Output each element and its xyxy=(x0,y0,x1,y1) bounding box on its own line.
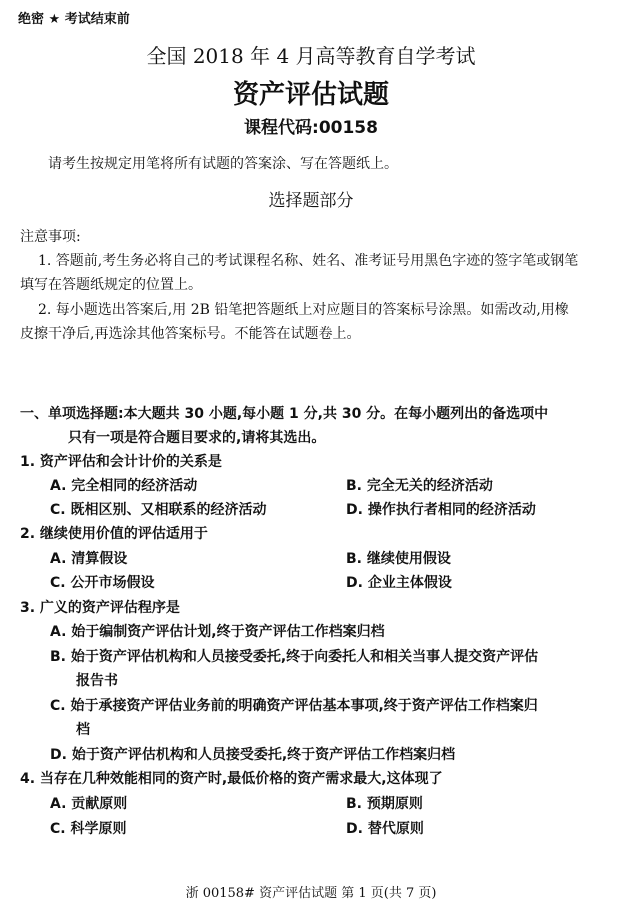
note-1-line-1: 1. 答题前,考生务必将自己的考试课程名称、姓名、准考证号用黑色字迹的签字笔或钢笔 xyxy=(38,253,579,269)
question-1-option-a: A. 完全相同的经济活动 xyxy=(50,478,198,494)
subject-title: 资产评估试题 xyxy=(232,80,389,110)
question-2-option-a: A. 清算假设 xyxy=(50,551,128,567)
question-1-stem: 1. 资产评估和会计计价的关系是 xyxy=(20,454,222,470)
question-1-option-b: B. 完全无关的经济活动 xyxy=(346,478,493,494)
confidential-label: 绝密 ★ 考试结束前 xyxy=(18,12,130,27)
question-3-option-b: B. 始于资产评估机构和人员接受委托,终于向委托人和相关当事人提交资产评估 xyxy=(50,649,539,665)
question-2-option-d: D. 企业主体假设 xyxy=(346,575,452,591)
note-2-line-1: 2. 每小题选出答案后,用 2B 铅笔把答题纸上对应题目的答案标号涂黑。如需改动,用橡 xyxy=(38,302,569,318)
question-4-option-b: B. 预期原则 xyxy=(346,796,423,812)
question-4-option-c: C. 科学原则 xyxy=(50,821,127,837)
note-2-line-2: 皮擦干净后,再选涂其他答案标号。不能答在试题卷上。 xyxy=(20,326,361,342)
question-1-option-c: C. 既相区别、又相联系的经济活动 xyxy=(50,502,267,518)
question-3-option-c: C. 始于承接资产评估业务前的明确资产评估基本事项,终于资产评估工作档案归 xyxy=(50,698,538,714)
answer-instruction: 请考生按规定用笔将所有试题的答案涂、写在答题纸上。 xyxy=(48,156,398,172)
part-1-heading-line-2: 只有一项是符合题目要求的,请将其选出。 xyxy=(68,430,326,446)
question-4-option-d: D. 替代原则 xyxy=(346,821,424,837)
part-1-heading-line-1: 一、单项选择题:本大题共 30 小题,每小题 1 分,共 30 分。在每小题列出的备选项中 xyxy=(20,406,549,422)
course-code: 课程代码:00158 xyxy=(244,118,378,138)
page-footer: 浙 00158# 资产评估试题 第 1 页(共 7 页) xyxy=(185,886,437,901)
question-4-option-a: A. 贡献原则 xyxy=(50,796,128,812)
section-title: 选择题部分 xyxy=(268,191,354,211)
question-4-stem: 4. 当存在几种效能相同的资产时,最低价格的资产需求最大,这体现了 xyxy=(20,771,443,787)
question-2-option-c: C. 公开市场假设 xyxy=(50,575,155,591)
question-3-option-d: D. 始于资产评估机构和人员接受委托,终于资产评估工作档案归档 xyxy=(50,747,456,763)
notes-heading: 注意事项: xyxy=(20,229,81,245)
exam-title: 全国 2018 年 4 月高等教育自学考试 xyxy=(146,44,476,68)
question-3-stem: 3. 广义的资产评估程序是 xyxy=(20,600,180,616)
question-3-option-b-continued: 报告书 xyxy=(76,673,118,689)
question-2-option-b: B. 继续使用假设 xyxy=(346,551,451,567)
question-1-option-d: D. 操作执行者相同的经济活动 xyxy=(346,502,536,518)
question-3-option-c-continued: 档 xyxy=(76,722,90,738)
note-1-line-2: 填写在答题纸规定的位置上。 xyxy=(20,277,202,293)
question-2-stem: 2. 继续使用价值的评估适用于 xyxy=(20,526,208,542)
question-3-option-a: A. 始于编制资产评估计划,终于资产评估工作档案归档 xyxy=(50,624,385,640)
